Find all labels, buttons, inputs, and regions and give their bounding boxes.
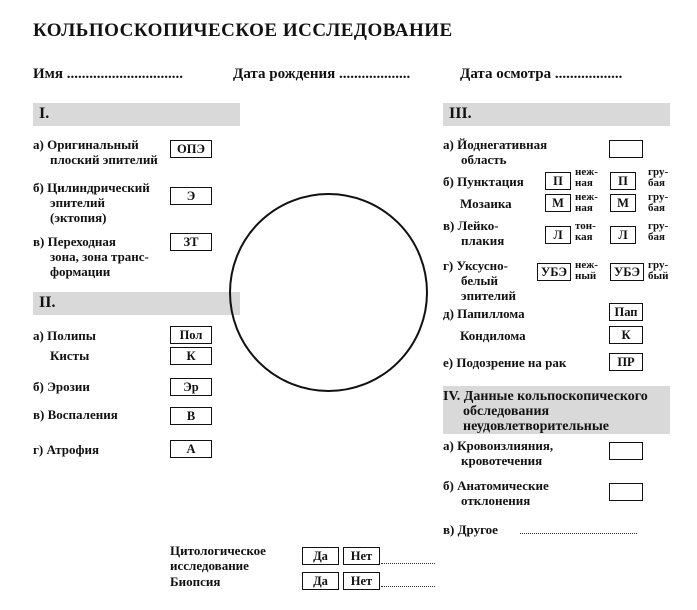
item-hemorrhage-label: а) Кровоизлияния, кровотечения <box>443 438 554 468</box>
item-inflammation-label: в) Воспаления <box>33 407 118 422</box>
item-punctation-label: б) Пунктация <box>443 174 524 189</box>
code-ube2-box[interactable]: УБЭ <box>610 263 644 281</box>
item-anatomical-label: б) Анатомические отклонения <box>443 478 549 508</box>
item-cysts-label: Кисты <box>50 348 90 363</box>
code-zt-box[interactable]: ЗТ <box>170 233 212 251</box>
section-4-band <box>443 386 670 434</box>
item-atrophy-label: г) Атрофия <box>33 442 100 457</box>
code-v-box[interactable]: В <box>170 407 212 425</box>
cervix-diagram-circle[interactable] <box>229 193 428 392</box>
cytology-notes-field[interactable] <box>381 563 435 564</box>
cytology-label: Цитологическое исследование <box>170 543 266 573</box>
section-2-band <box>33 292 240 315</box>
item-erosion-label: б) Эрозии <box>33 379 90 394</box>
birth-date-field[interactable]: Дата рождения ................... <box>233 66 411 82</box>
code-ope-box[interactable]: ОПЭ <box>170 140 212 158</box>
form-title: КОЛЬПОСКОПИЧЕСКОЕ ИССЛЕДОВАНИЕ <box>33 20 453 41</box>
biopsy-notes-field[interactable] <box>381 586 435 587</box>
code-p1-box[interactable]: П <box>545 172 571 190</box>
code-l1-box[interactable]: Л <box>545 226 571 244</box>
biopsy-yes-box[interactable]: Да <box>302 572 339 590</box>
code-pap-box[interactable]: Пап <box>609 303 643 321</box>
code-e-box[interactable]: Э <box>170 187 212 205</box>
mosaic-q1: неж- ная <box>575 191 598 214</box>
acetowhite-q1: неж- ный <box>575 259 598 282</box>
biopsy-label: Биопсия <box>170 574 221 589</box>
section-4-title: IV. Данные кольпоскопического обследования неудовлетворительные <box>443 389 648 434</box>
code-a-box[interactable]: А <box>170 440 212 458</box>
item-cancer-suspicion-label: е) Подозрение на рак <box>443 355 567 370</box>
other-field[interactable] <box>520 533 637 534</box>
item-acetowhite-label: г) Уксусно- белый эпителий <box>443 258 517 303</box>
section-3-band <box>443 103 670 126</box>
item-papilloma-label: д) Папиллома <box>443 306 525 321</box>
mosaic-q2: гру- бая <box>648 191 669 214</box>
leukoplakia-q1: тон- кая <box>575 220 596 243</box>
code-m2-box[interactable]: М <box>610 194 636 212</box>
item-zt-label: в) Переходная зона, зона транс- формации <box>33 234 149 279</box>
leukoplakia-q2: гру- бая <box>648 220 669 243</box>
biopsy-no-box[interactable]: Нет <box>343 572 380 590</box>
section-1-band <box>33 103 240 126</box>
code-l2-box[interactable]: Л <box>610 226 636 244</box>
cytology-yes-box[interactable]: Да <box>302 547 339 565</box>
code-pr-box[interactable]: ПР <box>609 353 643 371</box>
section-1-label: I. <box>39 105 50 122</box>
punctation-q2: гру- бая <box>648 166 669 189</box>
item-mosaic-label: Мозаика <box>460 196 512 211</box>
code-er-box[interactable]: Эр <box>170 378 212 396</box>
acetowhite-q2: гру- бый <box>648 259 669 282</box>
item-iodine-label: а) Йоднегативная область <box>443 137 548 167</box>
code-pol-box[interactable]: Пол <box>170 326 212 344</box>
section-3-label: III. <box>449 105 472 122</box>
cytology-no-box[interactable]: Нет <box>343 547 380 565</box>
item-other-label: в) Другое <box>443 522 498 537</box>
item-condyloma-label: Кондилома <box>460 328 526 343</box>
code-m1-box[interactable]: М <box>545 194 571 212</box>
item-polyps-label: а) Полипы <box>33 328 96 343</box>
punctation-q1: неж- ная <box>575 166 598 189</box>
code-p2-box[interactable]: П <box>610 172 636 190</box>
code-k-box[interactable]: К <box>170 347 212 365</box>
item-ope-label: а) Оригинальный плоский эпителий <box>33 137 158 167</box>
item-leukoplakia-label: в) Лейко- плакия <box>443 218 505 248</box>
iodine-checkbox[interactable] <box>609 140 643 158</box>
code-k2-box[interactable]: К <box>609 326 643 344</box>
section-2-label: II. <box>39 294 56 311</box>
hemorrhage-checkbox[interactable] <box>609 442 643 460</box>
item-e-label: б) Цилиндрический эпителий (эктопия) <box>33 180 150 225</box>
code-ube1-box[interactable]: УБЭ <box>537 263 571 281</box>
exam-date-field[interactable]: Дата осмотра .................. <box>460 66 623 82</box>
anatomical-checkbox[interactable] <box>609 483 643 501</box>
name-field[interactable]: Имя ............................... <box>33 66 183 82</box>
